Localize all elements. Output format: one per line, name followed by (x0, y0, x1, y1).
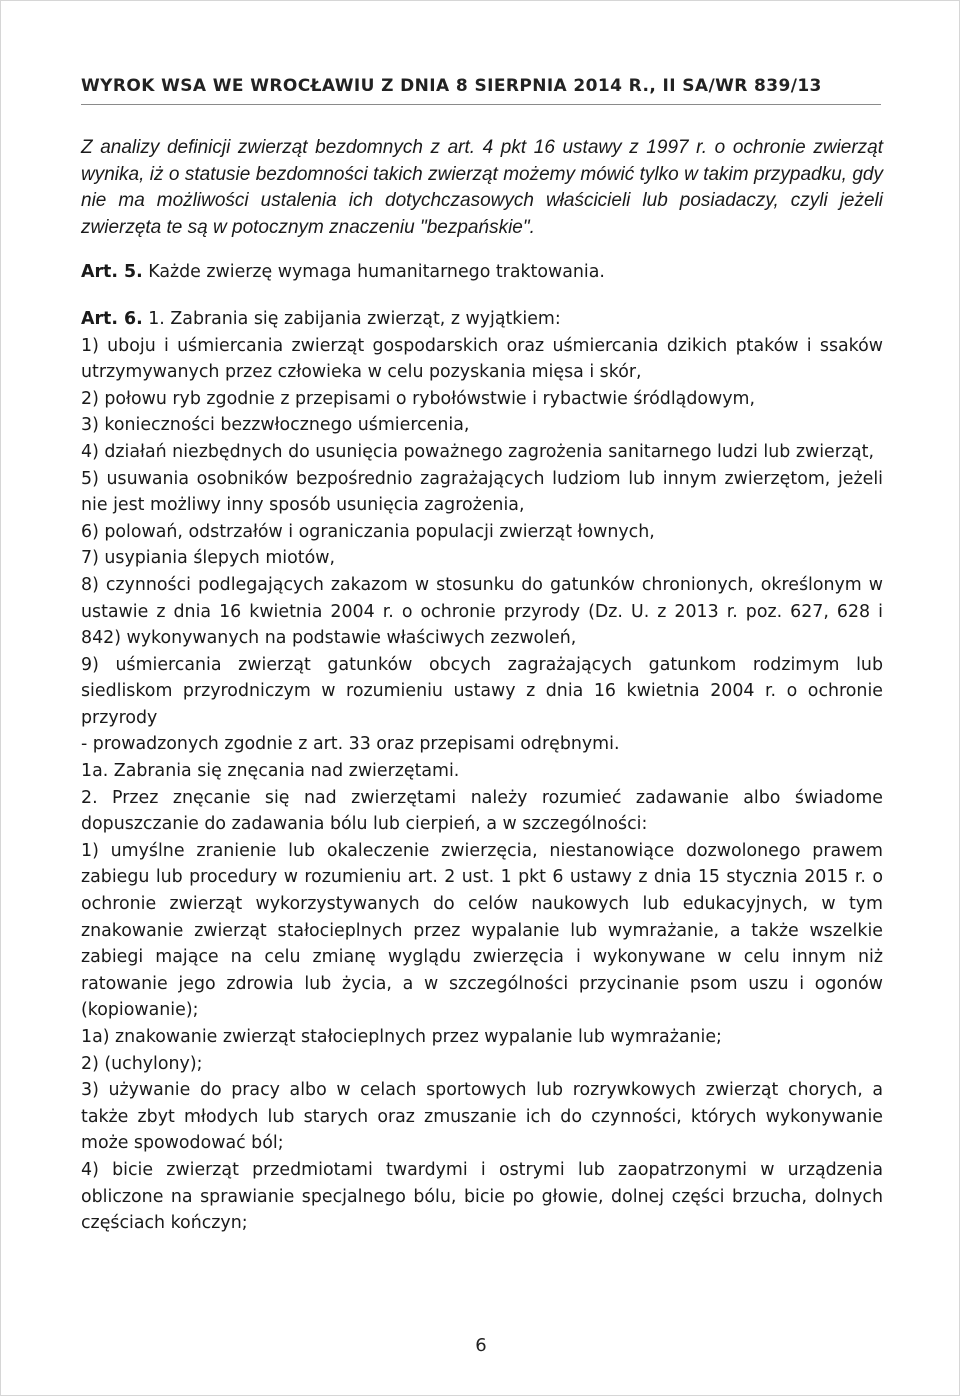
header-rule (81, 104, 881, 105)
article-6-lead (81, 306, 883, 333)
list-item: 3) konieczności bezzwłocznego uśmiercenia, (81, 415, 470, 436)
running-header: WYROK WSA WE WROCŁAWIU Z DNIA 8 SIERPNIA 2014 R., II SA/WR 839/13 (81, 76, 822, 96)
article-5-text: Każde zwierzę wymaga humanitarnego traktowania. (142, 262, 605, 283)
document-body (81, 135, 883, 1237)
page-number: 6 (475, 1335, 487, 1356)
list-item: 2. Przez znęcanie się nad zwierzętami należy rozumieć zadawanie albo świadome dopuszczanie do zadawania bólu lub cierpień, a w szczególności: (81, 787, 883, 835)
intro-paragraph: Z analizy definicji zwierząt bezdomnych z art. 4 pkt 16 ustawy z 1997 r. o ochronie zwierząt wynika, iż o statusie bezdomności takich zwierząt możemy mówić tylko w takim przypadku, gdy nie ma możliwości ustalenia ich dotychczasowych właścicieli lub posiadaczy, czyli jeżeli zwierzęta te są w potocznym znaczeniu "bezpańskie". (81, 137, 883, 238)
list-item: 9) uśmiercania zwierząt gatunków obcych zagrażających gatunkom rodzimym lub siedliskom przyrodniczym w rozumieniu ustawy z dnia 16 kwietnia 2004 r. o ochronie przyrody (81, 654, 883, 728)
article-5-label: Art. 5. (81, 262, 143, 283)
list-item: 6) polowań, odstrzałów i ograniczania populacji zwierząt łownych, (81, 521, 655, 542)
list-item: 2) połowu ryb zgodnie z przepisami o rybołówstwie i rybactwie śródlądowym, (81, 388, 755, 409)
list-item: 4) działań niezbędnych do usunięcia poważnego zagrożenia sanitarnego ludzi lub zwierząt, (81, 441, 875, 462)
article-5 (81, 259, 883, 286)
list-item: 2) (uchylony); (81, 1053, 203, 1074)
list-item: 4) bicie zwierząt przedmiotami twardymi i ostrymi lub zaopatrzonymi w urządzenia obliczone na sprawianie specjalnego bólu, bicie po głowie, dolnej części brzucha, dolnych częściach kończyn; (81, 1159, 883, 1234)
list-item: 8) czynności podlegających zakazom w stosunku do gatunków chronionych, określonym w ustawie z dnia 16 kwietnia 2004 r. o ochronie przyrody (Dz. U. z 2013 r. poz. 627, 628 i 842) wykonywanych na podstawie właściwych zezwoleń, (81, 574, 883, 649)
list-item: - prowadzonych zgodnie z art. 33 oraz przepisami odrębnymi. (81, 734, 620, 755)
list-item: 1a. Zabrania się znęcania nad zwierzętami. (81, 761, 460, 782)
list-item: 1) umyślne zranienie lub okaleczenie zwierzęcia, niestanowiące dozwolonego prawem zabiegu lub procedury w rozumieniu art. 2 ust. 1 pkt 6 ustawy z dnia 15 stycznia 2015 r. o ochronie zwierząt wykorzystywanych do celów naukowych lub edukacyjnych, w tym znakowanie zwierząt stałocieplnych przez wypalanie lub wymrażanie, a także wszelkie zabiegi mające na celu zmianę wyglądu zwierzęcia i wykonywane w celu innym niż ratowanie jego zdrowia lub życia, a w szczególności przycinanie psom uszu i ogonów (kopiowanie); (81, 840, 883, 1021)
article-6-label: Art. 6. (81, 308, 143, 329)
article-6-lead-text: 1. Zabrania się zabijania zwierząt, z wyjątkiem: (142, 308, 561, 329)
list-item: 5) usuwania osobników bezpośrednio zagrażających ludziom lub innym zwierzętom, jeżeli nie jest możliwy inny sposób usunięcia zagrożenia, (81, 468, 883, 516)
list-item: 7) usypiania ślepych miotów, (81, 548, 335, 569)
list-item: 3) używanie do pracy albo w celach sportowych lub rozrywkowych zwierząt chorych, a także zbyt młodych lub starych oraz zmuszanie ich do czynności, których wykonywanie może spowodować ból; (81, 1080, 883, 1154)
list-item: 1) uboju i uśmiercania zwierząt gospodarskich oraz uśmiercania dzikich ptaków i ssaków utrzymywanych przez człowieka w celu pozyskania mięsa i skór, (81, 335, 883, 383)
list-item: 1a) znakowanie zwierząt stałocieplnych przez wypalanie lub wymrażanie; (81, 1027, 722, 1047)
